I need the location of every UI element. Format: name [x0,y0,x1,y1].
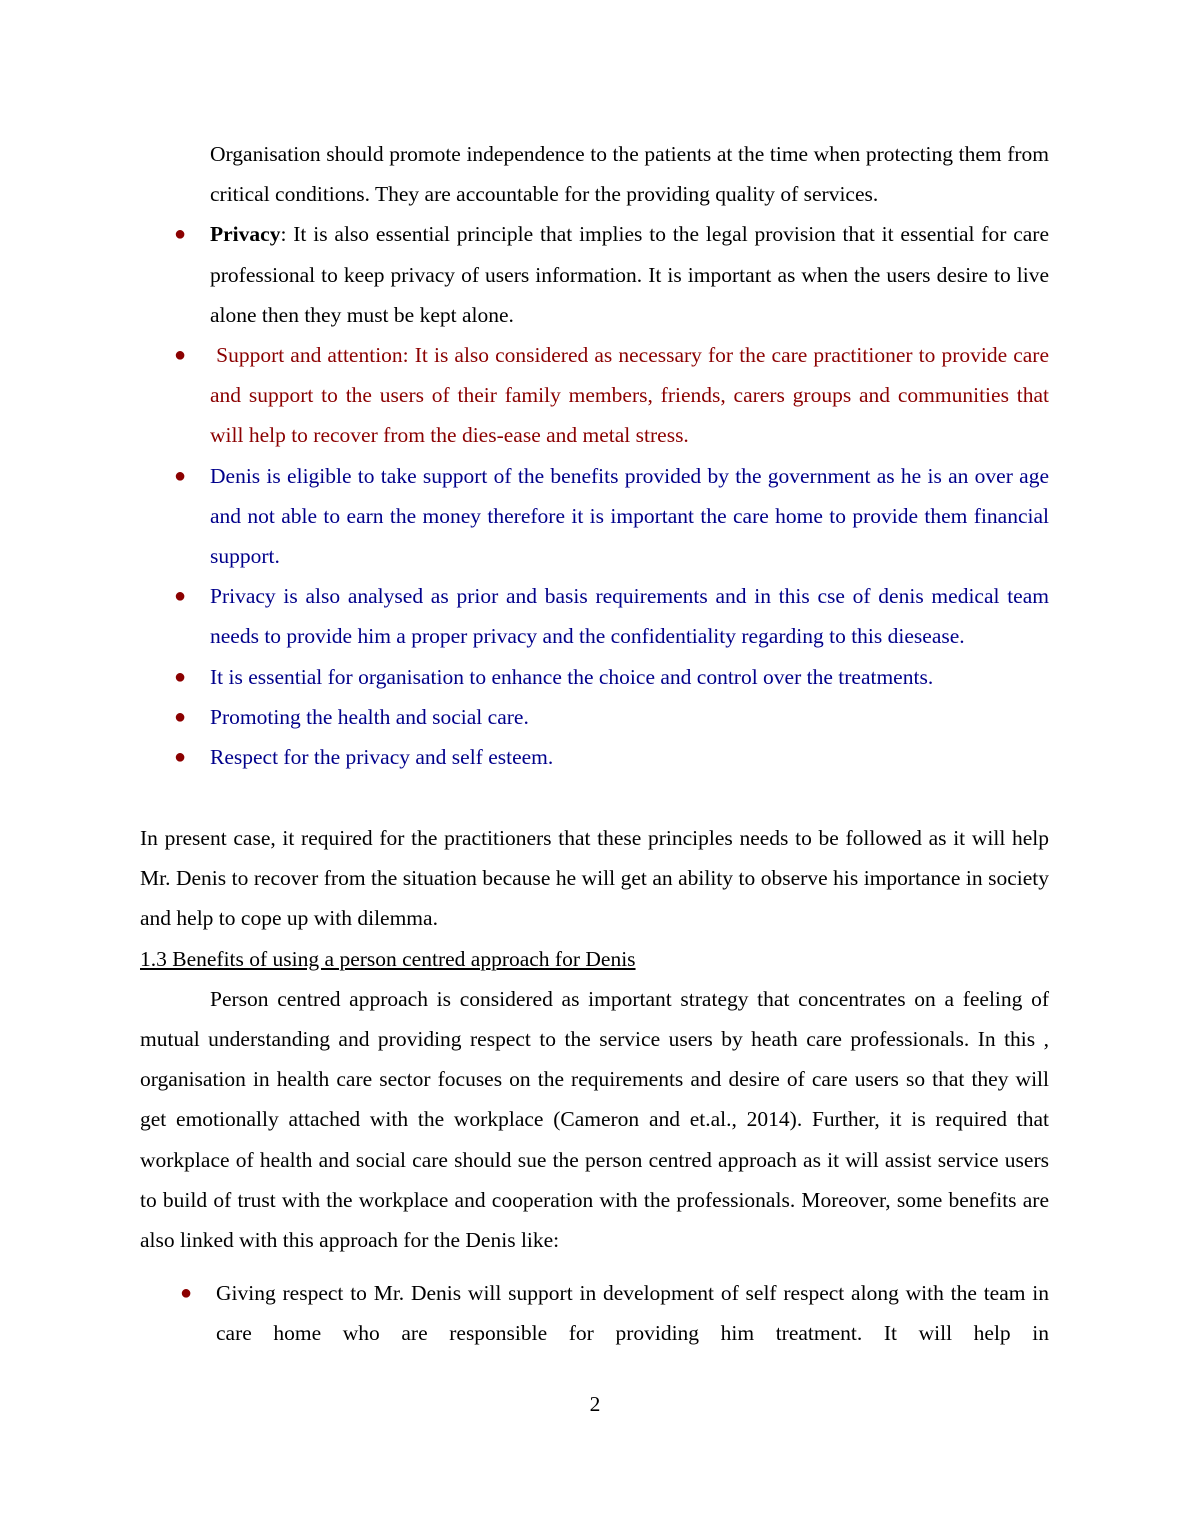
bullet-icon: ● [174,665,187,688]
list-item-respect [174,737,1049,777]
body-section [140,818,1049,1260]
bullet-icon: ● [174,705,187,728]
list-item-privacy-analysed [174,576,1049,656]
benefits-list [180,1273,1049,1353]
giving-respect-text: Giving respect to Mr. Denis will support in development of self respect along with the team in care home who are responsible for providing him treatment. It will help in [216,1281,1049,1346]
list-item-promoting [174,697,1049,737]
promoting-text: Promoting the health and social care. [210,704,529,729]
bullet-icon: ● [174,223,187,246]
list-item-support [174,335,1055,456]
privacy-term: Privacy [210,222,281,247]
bullet-icon: ● [174,344,187,367]
denis-benefits-text: Denis is eligible to take support of the benefits provided by the government as he is an over age and not able to earn the money therefore it is important the care home to provide them financial support. [210,463,1049,569]
bullet-icon: ● [174,746,187,769]
section-heading: 1.3 Benefits of using a person centred approach for Denis [140,946,636,971]
list-item-denis-benefits [174,456,1049,577]
privacy-text: : It is also essential principle that implies to the legal provision that it essential for care professional to keep privacy of users information. It is important as when the users desire to live alone then they must be kept alone. [210,222,1049,327]
page-number: 2 [589,1392,601,1416]
support-text: Support and attention: It is also considered as necessary for the care practitioner to provide care and support to the users of their family members, friends, carers groups and communities that will help to recover from the dies-ease and metal stress. [210,343,1055,448]
list-item-choice-control [174,657,1049,697]
privacy-analysed-text: Privacy is also analysed as prior and basis requirements and in this cse of denis medical team needs to provide him a proper privacy and the confidentiality regarding to this diesease. [210,584,1049,649]
bullet-icon: ● [174,464,187,487]
present-case-paragraph: In present case, it required for the practitioners that these principles needs to be followed as it will help Mr. Denis to recover from the situation because he will get an ability to observe his importance in society and help to cope up with dilemma. [140,826,1049,931]
choice-control-text: It is essential for organisation to enhance the choice and control over the treatments. [210,664,934,689]
intro-continuation: Organisation should promote independence to the patients at the time when protecting them from critical conditions. They are accountable for the providing quality of services. [210,142,1049,207]
list-item-privacy [174,214,1049,335]
bullet-icon: ● [180,1282,193,1304]
list-item-giving-respect [180,1273,1049,1353]
principles-list [174,134,1055,777]
bullet-icon: ● [174,585,187,608]
respect-text: Respect for the privacy and self esteem. [210,745,554,770]
person-centred-paragraph: Person centred approach is considered as important strategy that concentrates on a feeling of mutual understanding and providing respect to the service users by heath care professionals. In this , organisation in health care sector focuses on the requirements and desire of care users so that they will get emotionally attached with the workplace (Cameron and et.al., 2014). Further, it is required that workplace of health and social care should sue the person centred approach as it will assist service users to build of trust with the workplace and cooperation with the professionals. Moreover, some benefits are also linked with this approach for the Denis like: [140,986,1049,1253]
